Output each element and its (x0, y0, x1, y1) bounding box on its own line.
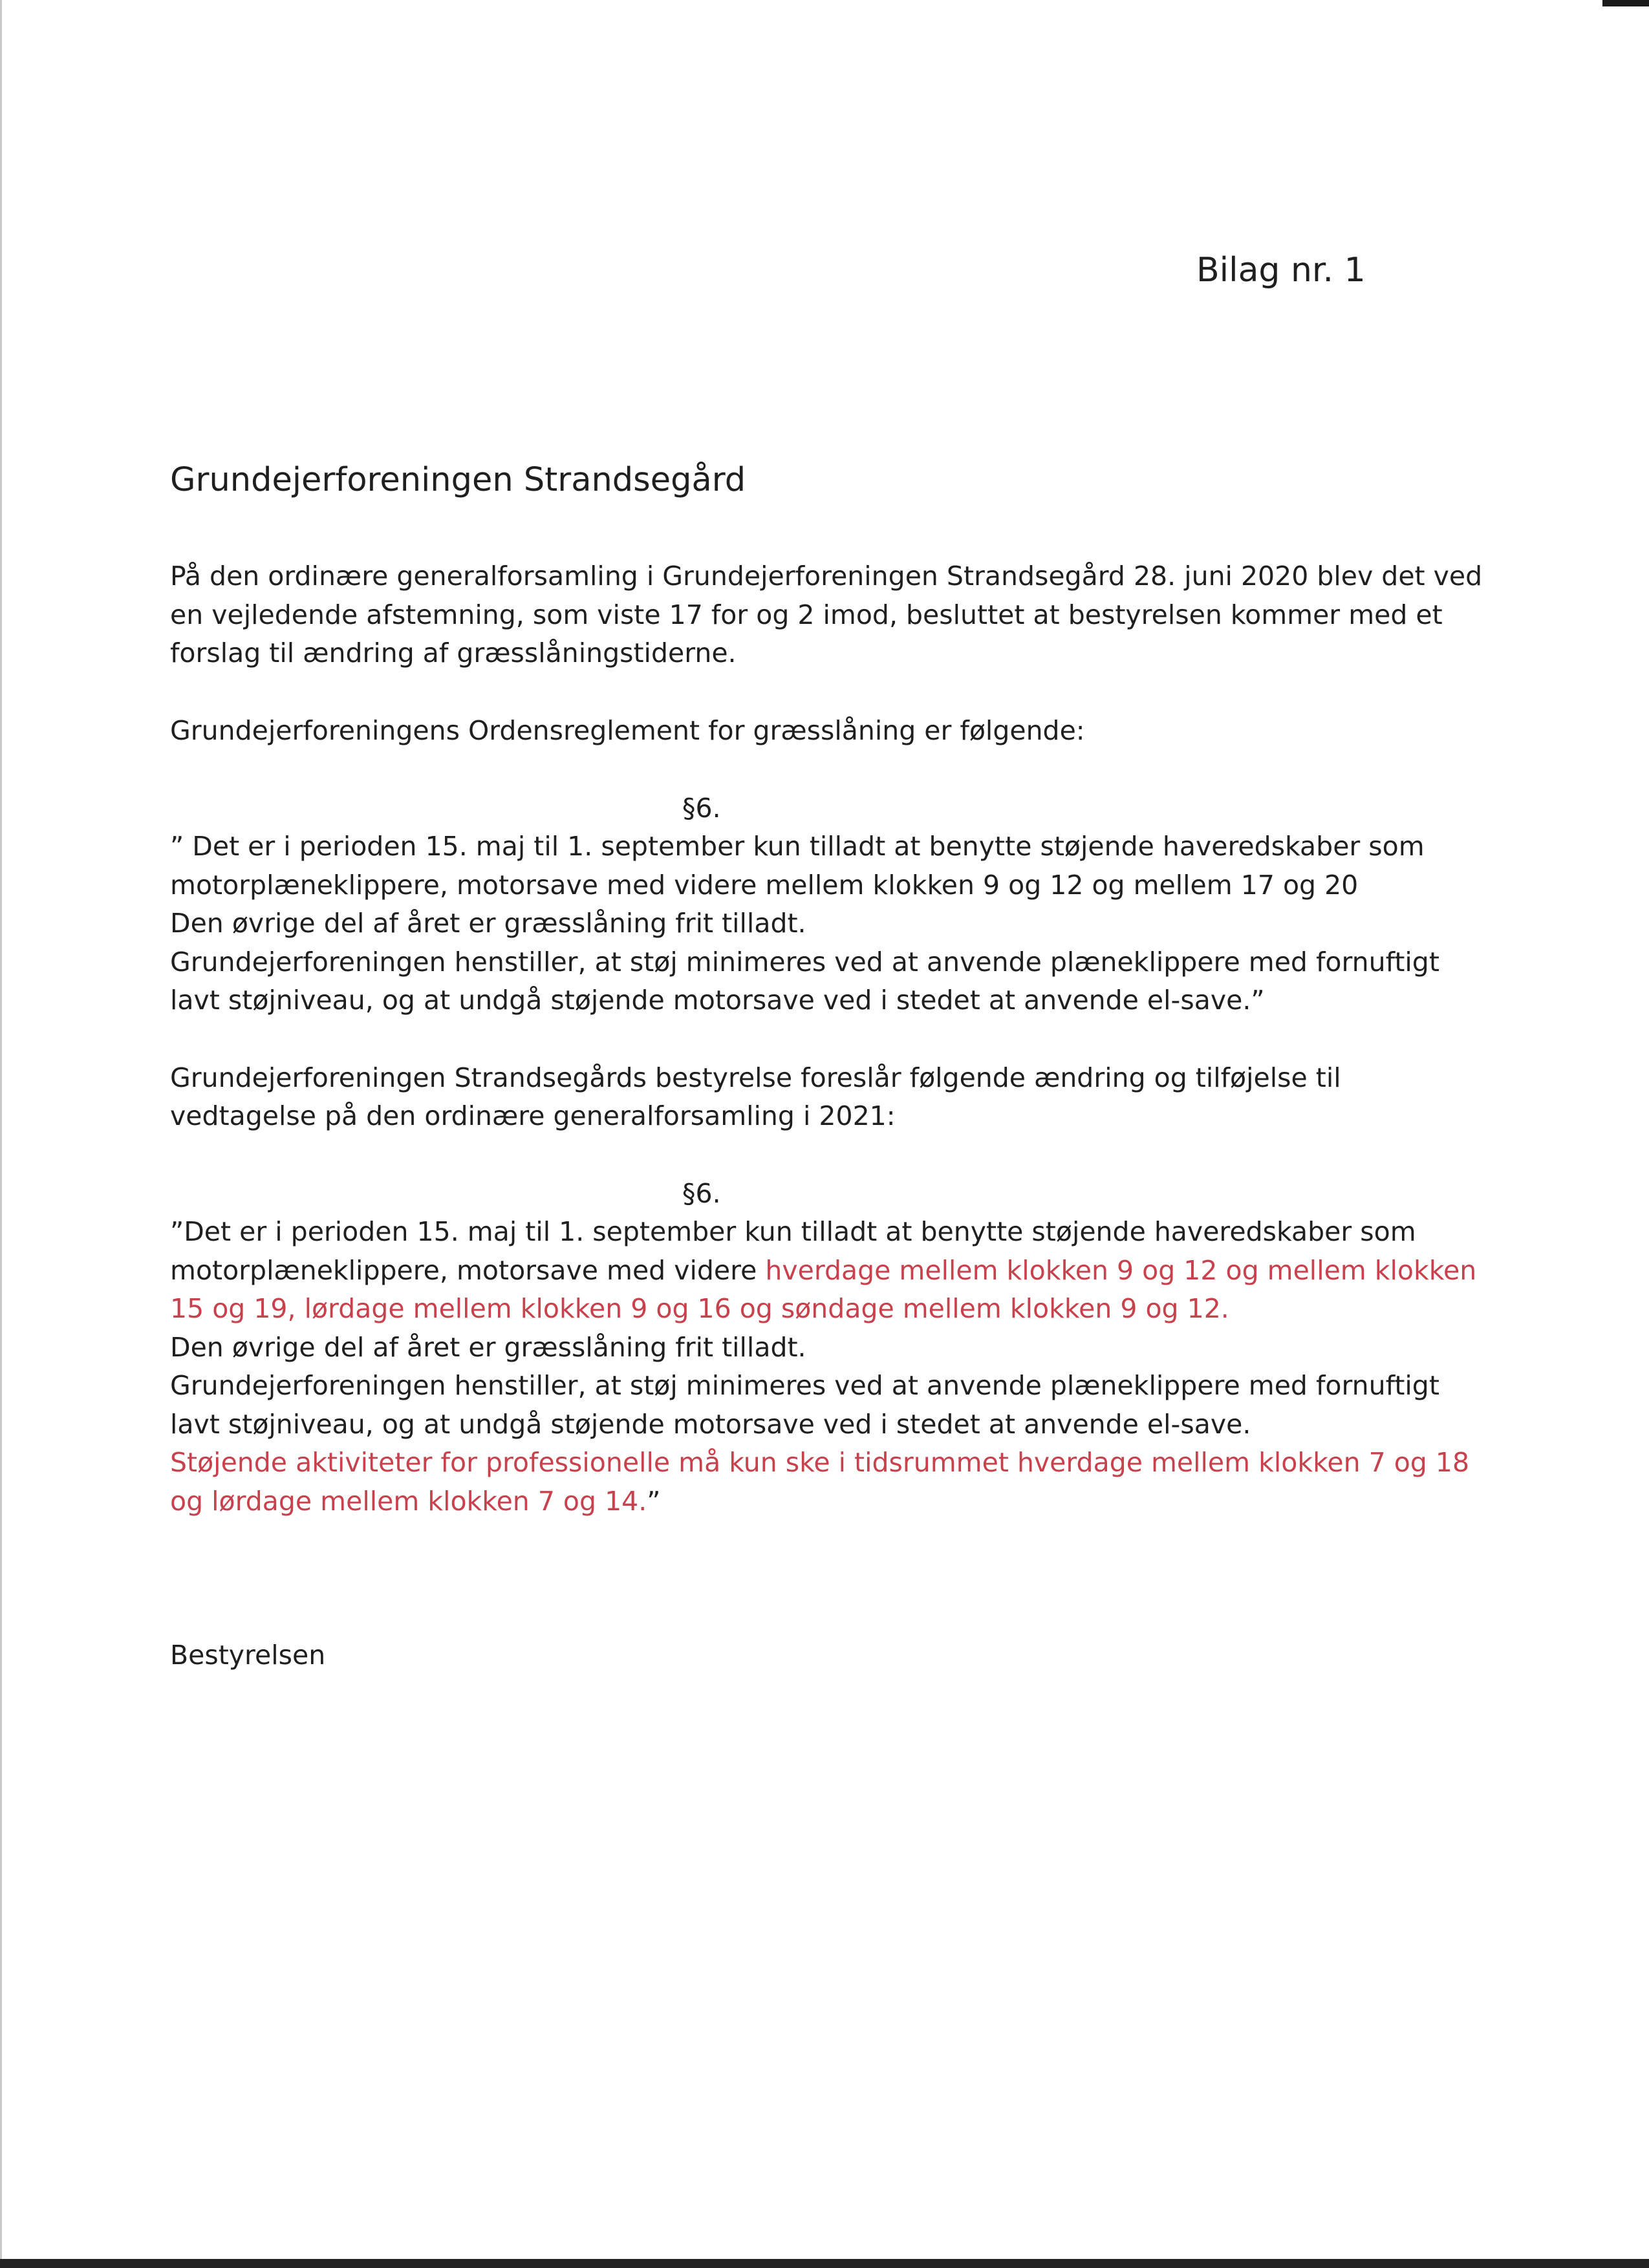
proposed-line-8-closing-quote: ” (647, 1486, 661, 1517)
proposed-line-8-amended-text: og lørdage mellem klokken 7 og 14. (170, 1486, 647, 1517)
proposed-section-sign: §6. (682, 1178, 721, 1209)
scan-edge-bottom (0, 2259, 1649, 2268)
current-section-line-5: lavt støjniveau, og at undgå støjende motorsave ved i stedet at anvende el-save.” (170, 985, 1265, 1016)
proposed-section-line-7: Støjende aktiviteter for professionelle må kun ske i tidsrummet hverdage mellem klokken 7 og 18 (170, 1447, 1470, 1478)
intro-line-3: forslag til ændring af græsslåningstiderne. (170, 637, 737, 669)
proposed-section-line-1: ”Det er i perioden 15. maj til 1. september kun tilladt at benytte støjende haveredskaber som (170, 1216, 1416, 1247)
scan-edge-left (0, 0, 2, 2268)
proposed-section-line-2 (170, 1257, 1476, 1284)
proposed-line-2-unchanged-text: motorplæneklippere, motorsave med videre (170, 1255, 766, 1286)
proposed-section-line-8 (170, 1488, 661, 1515)
proposed-section-line-3: 15 og 19, lørdage mellem klokken 9 og 16 og søndage mellem klokken 9 og 12. (170, 1293, 1229, 1324)
current-section-line-4: Grundejerforeningen henstiller, at støj minimeres ved at anvende plæneklippere med fornuftigt (170, 947, 1439, 978)
document-title: Grundejerforeningen Strandsegård (170, 461, 746, 499)
current-section-line-3: Den øvrige del af året er græsslåning frit tilladt. (170, 908, 806, 939)
proposed-section-line-6: lavt støjniveau, og at undgå støjende motorsave ved i stedet at anvende el-save. (170, 1409, 1251, 1440)
scan-edge-top (1602, 0, 1649, 6)
proposal-intro-line-1: Grundejerforeningen Strandsegårds bestyrelse foreslår følgende ændring og tilføjelse til (170, 1062, 1341, 1093)
intro-line-1: På den ordinære generalforsamling i Grundejerforeningen Strandsegård 28. juni 2020 blev det ved (170, 561, 1483, 592)
current-section-sign: §6. (682, 793, 721, 824)
proposed-section-line-5: Grundejerforeningen henstiller, at støj minimeres ved at anvende plæneklippere med fornuftigt (170, 1370, 1439, 1401)
proposed-line-2-amended-text: hverdage mellem klokken 9 og 12 og mellem klokken (765, 1255, 1477, 1286)
annex-label: Bilag nr. 1 (1196, 251, 1366, 290)
proposed-section-line-4: Den øvrige del af året er græsslåning frit tilladt. (170, 1332, 806, 1363)
signature: Bestyrelsen (170, 1640, 326, 1671)
current-section-line-1: ” Det er i perioden 15. maj til 1. september kun tilladt at benytte støjende haveredskaber som (170, 831, 1425, 862)
intro-line-2: en vejledende afstemning, som viste 17 for og 2 imod, besluttet at bestyrelsen kommer med et (170, 599, 1443, 630)
current-section-line-2: motorplæneklippere, motorsave med videre mellem klokken 9 og 12 og mellem 17 og 20 (170, 870, 1359, 901)
proposal-intro-line-2: vedtagelse på den ordinære generalforsamling i 2021: (170, 1100, 896, 1131)
current-rules-heading: Grundejerforeningens Ordensreglement for græsslåning er følgende: (170, 715, 1085, 746)
